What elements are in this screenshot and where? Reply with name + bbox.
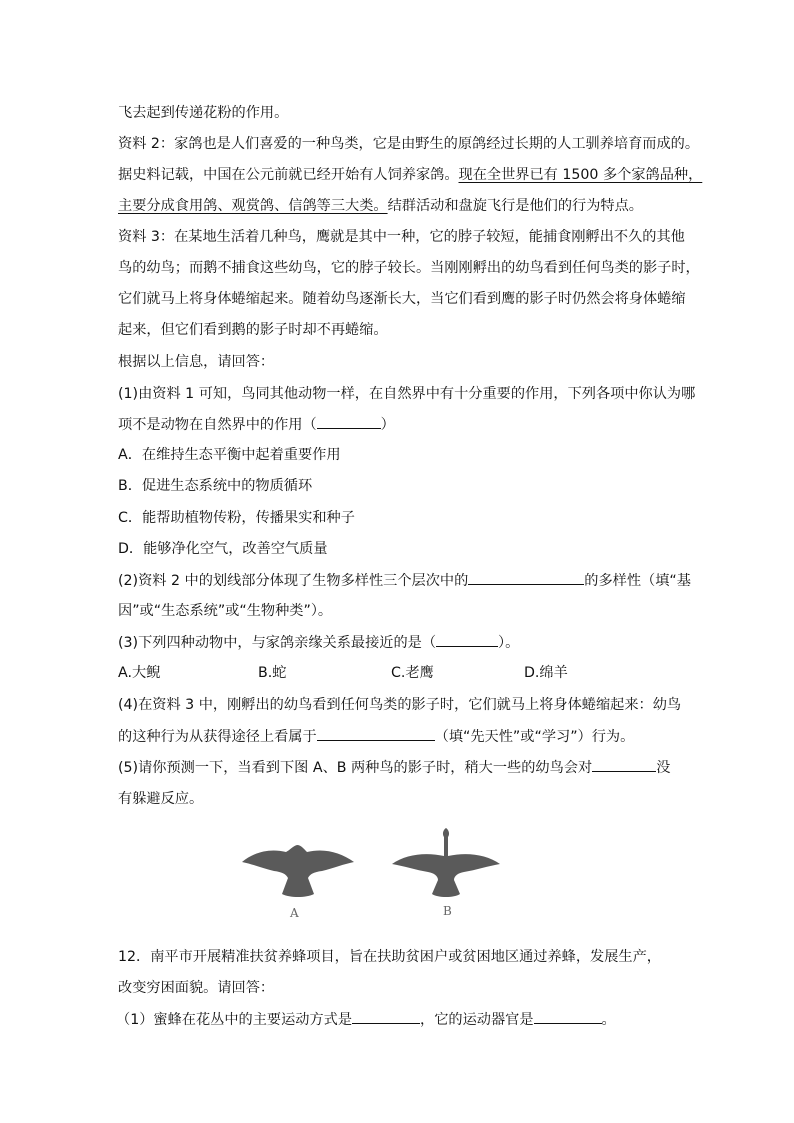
question-2-text: 因”或“生态系统”或“生物种类”）。 (118, 603, 333, 619)
question-5-text: 有躲避反应。 (118, 791, 204, 807)
text-segment: 的这种行为从获得途径上看属于 (118, 729, 317, 745)
option-a: A．在维持生态平衡中起着重要作用 (118, 447, 341, 463)
bird-a-silhouette (240, 838, 356, 902)
answer-blank[interactable] (317, 726, 435, 741)
text-segment: （填“先天性”或“学习”）行为。 (434, 729, 635, 745)
option-d: D.绵羊 (524, 665, 568, 681)
text-line: 根据以上信息，请回答： (118, 354, 275, 370)
text-segment: 结群活动和盘旋飞行是他们的行为特点。 (387, 198, 643, 214)
question-3-text (118, 632, 519, 653)
question-1-text (118, 414, 395, 435)
text-line: 它们就马上将身体蜷缩起来。随着幼鸟逐渐长大，当它们看到鹰的影子时仍然会将身体蜷缩 (118, 291, 686, 307)
option-d: D．能够净化空气，改善空气质量 (118, 541, 328, 557)
text-line: 资料 3：在某地生活着几种鸟，鹰就是其中一种，它的脖子较短，能捕食刚孵出不久的其他 (118, 229, 685, 245)
text-line: 飞去起到传递花粉的作用。 (118, 105, 289, 121)
answer-blank[interactable] (317, 414, 381, 429)
question-12-1-text (116, 1009, 616, 1030)
text-line: 资料 2：家鸽也是人们喜爱的一种鸟类，它是由野生的原鸽经过长期的人工驯养培育而成的。 (118, 136, 700, 152)
option-b: B．促进生态系统中的物质循环 (118, 478, 313, 494)
text-segment: ）。 (498, 635, 520, 651)
answer-blank[interactable] (352, 1009, 420, 1024)
text-segment: 。 (601, 1012, 616, 1028)
answer-blank[interactable] (436, 632, 498, 647)
bird-b-silhouette (388, 826, 504, 904)
option-c: C.老鹰 (391, 665, 434, 681)
text-segment: (3)下列四种动物中，与家鸽亲缘关系最接近的是（ (118, 635, 437, 651)
text-segment: 项不是动物在自然界中的作用（ (118, 417, 317, 433)
text-line (118, 196, 643, 216)
option-c: C．能帮助植物传粉，传播果实和种子 (118, 510, 355, 526)
underlined-text: 现在全世界已有 1500 多个家鸽品种， (458, 167, 703, 183)
text-segment: （1）蜜蜂在花丛中的主要运动方式是 (116, 1012, 353, 1028)
question-4-text: (4)在资料 3 中，刚孵出的幼鸟看到任何鸟类的影子时，它们就马上将身体蜷缩起来：幼鸟 (118, 697, 682, 713)
question-5-text (118, 757, 670, 778)
text-segment: ） (380, 417, 395, 433)
text-line (118, 165, 702, 185)
figure-label-a: A (290, 906, 299, 920)
option-a: A.大鲵 (118, 665, 161, 681)
text-segment: ，它的运动器官是 (420, 1012, 534, 1028)
underlined-text: 主要分成食用鸽、观赏鸽、信鸽等三大类。 (118, 198, 388, 214)
question-2-text (118, 570, 691, 591)
text-line: 鸟的幼鸟；而鹅不捕食这些幼鸟，它的脖子较长。当刚刚孵出的幼鸟看到任何鸟类的影子时， (118, 260, 700, 276)
question-4-text (118, 726, 634, 747)
answer-blank[interactable] (592, 757, 656, 772)
text-segment: 据史料记载，中国在公元前就已经开始有人饲养家鸽。 (118, 167, 459, 183)
answer-blank[interactable] (468, 570, 584, 585)
text-segment: 没 (656, 760, 671, 776)
answer-blank[interactable] (534, 1009, 602, 1024)
text-segment: 的多样性（填“基 (584, 573, 691, 589)
question-1-text: (1)由资料 1 可知，鸟同其他动物一样，在自然界中有十分重要的作用，下列各项中你认为哪 (118, 386, 696, 402)
question-12-text: 改变穷困面貌。请回答： (118, 980, 275, 996)
text-segment: (5)请你预测一下，当看到下图 A、B 两种鸟的影子时，稍大一些的幼鸟会对 (118, 760, 593, 776)
option-b: B.蛇 (258, 665, 287, 681)
figure-label-b: B (443, 904, 452, 918)
text-line: 起来，但它们看到鹅的影子时却不再蜷缩。 (118, 322, 388, 338)
question-12-text: 12．南平市开展精准扶贫养蜂项目，旨在扶助贫困户或贫困地区通过养蜂，发展生产， (118, 949, 661, 965)
text-segment: (2)资料 2 中的划线部分体现了生物多样性三个层次中的 (118, 573, 469, 589)
